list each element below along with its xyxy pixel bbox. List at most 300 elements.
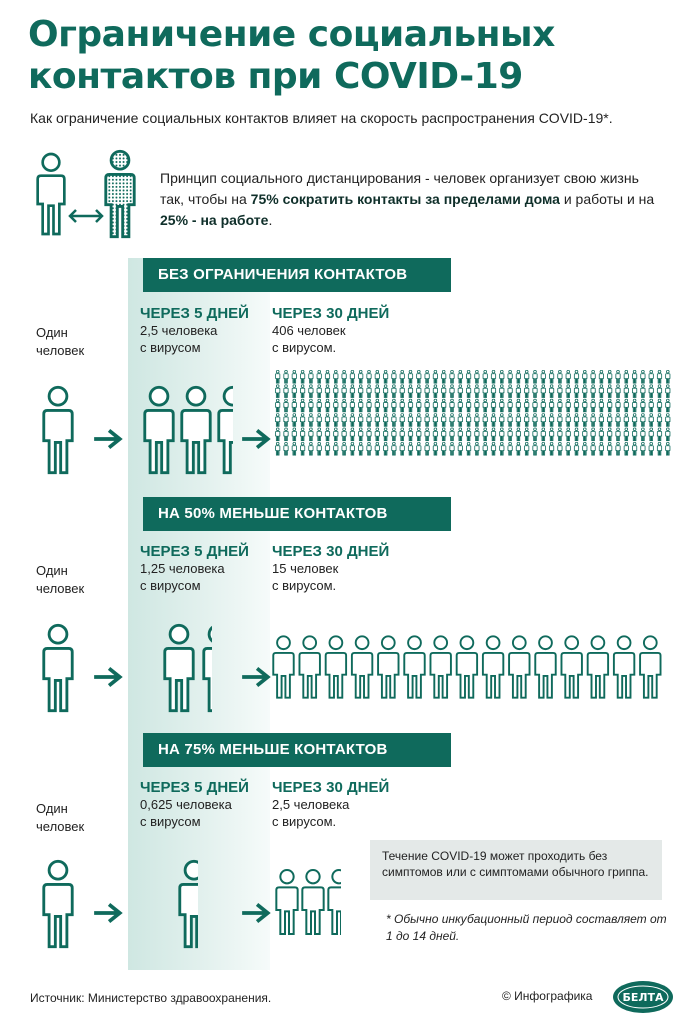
section-3-figures <box>44 861 350 946</box>
crowd-person <box>392 385 396 398</box>
crowd-person <box>425 385 429 398</box>
crowd-person <box>450 385 454 398</box>
crowd-person <box>276 370 280 383</box>
person-icon <box>614 636 634 697</box>
crowd-person <box>475 413 479 426</box>
infected-person-icon <box>106 151 134 236</box>
crowd-person <box>533 428 537 441</box>
crowd-person <box>309 385 313 398</box>
crowd-person <box>475 399 479 412</box>
days30-value-2: с вирусом. <box>272 578 337 593</box>
title-line-2: контактов при COVID-19 <box>28 56 523 97</box>
one-person-line-1: Один <box>36 325 68 340</box>
days5-value: 1,25 человека <box>140 561 225 576</box>
crowd-person <box>657 370 661 383</box>
crowd-person <box>558 370 562 383</box>
person-icon <box>535 636 555 697</box>
crowd-person <box>417 385 421 398</box>
crowd-person <box>433 428 437 441</box>
section-header-no-limit: БЕЗ ОГРАНИЧЕНИЯ КОНТАКТОВ <box>143 258 451 292</box>
crowd-person <box>632 428 636 441</box>
crowd-person <box>284 413 288 426</box>
crowd-person <box>466 428 470 441</box>
crowd-person <box>433 442 437 455</box>
crowd-person <box>491 428 495 441</box>
crowd-person <box>392 413 396 426</box>
crowd-person <box>466 370 470 383</box>
crowd-person <box>491 442 495 455</box>
person-icon <box>483 636 503 697</box>
person-icon <box>273 636 293 697</box>
days5-label: ЧЕРЕЗ 5 ДНЕЙ <box>140 779 249 796</box>
crowd-person <box>616 399 620 412</box>
crowd-person <box>624 385 628 398</box>
person-icon <box>588 636 608 697</box>
crowd-person <box>666 442 670 455</box>
crowd-person <box>583 428 587 441</box>
crowd-person <box>300 399 304 412</box>
crowd-person <box>541 370 545 383</box>
crowd-person <box>450 399 454 412</box>
days30-value: 15 человек <box>272 561 339 576</box>
crowd-person <box>284 428 288 441</box>
crowd-person <box>516 399 520 412</box>
principle-bold-1: 75% сократить контакты за пределами дома <box>250 191 560 207</box>
crowd-person <box>334 399 338 412</box>
crowd-person <box>367 428 371 441</box>
person-icon <box>640 636 660 697</box>
crowd-person <box>433 413 437 426</box>
crowd-person <box>533 442 537 455</box>
person-icon <box>276 870 297 934</box>
crowd-person <box>632 442 636 455</box>
crowd-person <box>408 413 412 426</box>
crowd-person <box>325 370 329 383</box>
section-header-75: НА 75% МЕНЬШЕ КОНТАКТОВ <box>143 733 451 767</box>
crowd-person <box>657 413 661 426</box>
crowd-person <box>450 442 454 455</box>
crowd-person <box>442 370 446 383</box>
crowd-person <box>608 385 612 398</box>
person-icon <box>457 636 477 697</box>
crowd-person <box>359 385 363 398</box>
crowd-person <box>549 442 553 455</box>
crowd-person <box>292 413 296 426</box>
days5-value-2: с вирусом <box>140 340 201 355</box>
crowd-person <box>417 413 421 426</box>
crowd-person <box>624 442 628 455</box>
crowd-person <box>541 413 545 426</box>
crowd-person <box>616 442 620 455</box>
crowd-person <box>425 370 429 383</box>
crowd-person <box>574 428 578 441</box>
arrow-right-icon <box>242 904 268 921</box>
crowd-person <box>666 428 670 441</box>
crowd-person <box>300 385 304 398</box>
crowd-person <box>541 428 545 441</box>
crowd-person <box>334 370 338 383</box>
crowd-person <box>608 428 612 441</box>
crowd-person <box>342 399 346 412</box>
crowd-person <box>657 442 661 455</box>
crowd-person <box>334 428 338 441</box>
crowd-person <box>657 428 661 441</box>
crowd-person <box>383 428 387 441</box>
crowd-person <box>566 428 570 441</box>
crowd-person <box>641 428 645 441</box>
crowd-person <box>300 442 304 455</box>
crowd-person <box>641 413 645 426</box>
copyright-credit: © Инфографика <box>502 989 593 1003</box>
crowd-person <box>516 442 520 455</box>
crowd-person <box>516 428 520 441</box>
one-person-line-1: Один <box>36 801 68 816</box>
arrow-right-icon <box>94 430 120 447</box>
crowd-person <box>342 385 346 398</box>
crowd-person <box>408 385 412 398</box>
crowd-person <box>558 385 562 398</box>
crowd-person <box>599 442 603 455</box>
crowd-person <box>425 413 429 426</box>
partial-person-icon <box>180 861 208 946</box>
crowd-person <box>649 442 653 455</box>
crowd-person <box>566 413 570 426</box>
crowd-person <box>483 385 487 398</box>
crowd-person <box>392 442 396 455</box>
crowd-person <box>359 413 363 426</box>
crowd-person <box>599 413 603 426</box>
person-crowd-icon <box>276 370 670 455</box>
person-icon <box>561 636 581 697</box>
crowd-person <box>450 428 454 441</box>
crowd-person <box>367 413 371 426</box>
crowd-person <box>417 442 421 455</box>
one-person-line-2: человек <box>36 581 85 596</box>
days30-value: 2,5 человека <box>272 797 350 812</box>
crowd-person <box>632 413 636 426</box>
title-line-1: Ограничение социальных <box>28 14 555 55</box>
crowd-person <box>533 370 537 383</box>
crowd-person <box>325 428 329 441</box>
crowd-person <box>350 442 354 455</box>
crowd-person <box>458 385 462 398</box>
crowd-person <box>450 413 454 426</box>
crowd-person <box>433 399 437 412</box>
one-person-line-2: человек <box>36 343 85 358</box>
crowd-person <box>442 442 446 455</box>
crowd-person <box>533 385 537 398</box>
principle-text-1: Принцип социального дистанцирования - человек организует свою жизнь так, чтобы на <box>160 170 639 207</box>
crowd-person <box>475 442 479 455</box>
crowd-person <box>566 442 570 455</box>
footnote: * Обычно инкубационный период составляет от 1 до 14 дней. <box>386 912 667 943</box>
crowd-person <box>624 370 628 383</box>
crowd-person <box>583 442 587 455</box>
crowd-person <box>325 399 329 412</box>
crowd-person <box>649 413 653 426</box>
crowd-person <box>292 428 296 441</box>
crowd-person <box>442 385 446 398</box>
crowd-person <box>400 442 404 455</box>
crowd-person <box>558 399 562 412</box>
person-icon <box>165 625 193 710</box>
crowd-person <box>284 370 288 383</box>
crowd-person <box>367 442 371 455</box>
crowd-person <box>458 370 462 383</box>
days5-label: ЧЕРЕЗ 5 ДНЕЙ <box>140 305 249 322</box>
principle-text-2: и работы и на <box>559 191 655 207</box>
crowd-person <box>383 442 387 455</box>
crowd-person <box>292 385 296 398</box>
double-arrow-icon <box>70 210 102 222</box>
crowd-person <box>624 428 628 441</box>
person-icon <box>509 636 529 697</box>
crowd-person <box>400 370 404 383</box>
crowd-person <box>599 399 603 412</box>
partial-person-icon <box>204 625 232 710</box>
crowd-person <box>276 428 280 441</box>
crowd-person <box>317 385 321 398</box>
arrow-right-icon <box>94 668 120 685</box>
days30-label: ЧЕРЕЗ 30 ДНЕЙ <box>272 543 390 560</box>
crowd-person <box>383 413 387 426</box>
crowd-person <box>599 428 603 441</box>
person-icon <box>378 636 398 697</box>
subtitle: Как ограничение социальных контактов влияет на скорость распространения COVID-19*. <box>30 110 613 126</box>
crowd-person <box>599 370 603 383</box>
crowd-person <box>500 399 504 412</box>
crowd-person <box>541 399 545 412</box>
crowd-person <box>458 428 462 441</box>
crowd-person <box>574 370 578 383</box>
crowd-person <box>566 399 570 412</box>
crowd-person <box>309 442 313 455</box>
crowd-person <box>591 428 595 441</box>
crowd-person <box>491 399 495 412</box>
crowd-person <box>359 399 363 412</box>
crowd-person <box>500 370 504 383</box>
crowd-person <box>500 428 504 441</box>
crowd-person <box>508 428 512 441</box>
crowd-person <box>292 370 296 383</box>
crowd-person <box>466 442 470 455</box>
crowd-person <box>466 399 470 412</box>
crowd-person <box>417 370 421 383</box>
days5-value-2: с вирусом <box>140 578 201 593</box>
crowd-person <box>292 399 296 412</box>
crowd-person <box>475 370 479 383</box>
crowd-person <box>342 413 346 426</box>
crowd-person <box>458 399 462 412</box>
crowd-person <box>383 399 387 412</box>
crowd-person <box>549 413 553 426</box>
crowd-person <box>342 428 346 441</box>
crowd-person <box>525 399 529 412</box>
crowd-person <box>383 385 387 398</box>
person-icon <box>302 870 323 934</box>
distancing-illustration <box>38 151 135 236</box>
crowd-person <box>508 413 512 426</box>
crowd-person <box>367 385 371 398</box>
crowd-person <box>417 399 421 412</box>
crowd-person <box>583 399 587 412</box>
crowd-person <box>566 370 570 383</box>
crowd-person <box>608 413 612 426</box>
crowd-person <box>624 413 628 426</box>
days30-label: ЧЕРЕЗ 30 ДНЕЙ <box>272 779 390 796</box>
person-icon <box>38 154 65 234</box>
crowd-person <box>657 385 661 398</box>
crowd-person <box>466 385 470 398</box>
crowd-person <box>641 370 645 383</box>
crowd-person <box>300 428 304 441</box>
crowd-person <box>350 385 354 398</box>
person-icon <box>326 636 346 697</box>
crowd-person <box>408 370 412 383</box>
crowd-person <box>616 385 620 398</box>
crowd-person <box>533 399 537 412</box>
crowd-person <box>641 385 645 398</box>
crowd-person <box>558 413 562 426</box>
crowd-person <box>483 413 487 426</box>
person-icon <box>299 636 319 697</box>
crowd-person <box>309 428 313 441</box>
crowd-person <box>483 370 487 383</box>
crowd-person <box>425 442 429 455</box>
crowd-person <box>359 442 363 455</box>
crowd-person <box>641 442 645 455</box>
section-header-50: НА 50% МЕНЬШЕ КОНТАКТОВ <box>143 497 451 531</box>
partial-person-icon <box>328 870 349 934</box>
crowd-person <box>309 370 313 383</box>
crowd-person <box>500 413 504 426</box>
source-credit: Источник: Министерство здравоохранения. <box>30 991 272 1005</box>
crowd-person <box>525 442 529 455</box>
crowd-person <box>649 428 653 441</box>
crowd-person <box>541 442 545 455</box>
crowd-person <box>392 370 396 383</box>
crowd-person <box>400 428 404 441</box>
arrow-right-icon <box>242 430 268 447</box>
crowd-person <box>566 385 570 398</box>
crowd-person <box>549 370 553 383</box>
person-icon <box>44 861 72 946</box>
crowd-person <box>317 370 321 383</box>
crowd-person <box>325 442 329 455</box>
section-2-figures <box>44 625 661 710</box>
partial-person-icon <box>219 387 247 472</box>
crowd-person <box>284 442 288 455</box>
crowd-person <box>583 413 587 426</box>
crowd-person <box>466 413 470 426</box>
crowd-person <box>549 399 553 412</box>
crowd-person <box>359 428 363 441</box>
days30-label: ЧЕРЕЗ 30 ДНЕЙ <box>272 305 390 322</box>
arrow-right-icon <box>94 904 120 921</box>
crowd-person <box>375 442 379 455</box>
section-1-figures <box>44 370 670 472</box>
crowd-person <box>591 370 595 383</box>
person-icon <box>352 636 372 697</box>
crowd-person <box>375 370 379 383</box>
crowd-person <box>649 399 653 412</box>
crowd-person <box>525 413 529 426</box>
crowd-person <box>483 428 487 441</box>
crowd-person <box>325 413 329 426</box>
days5-label: ЧЕРЕЗ 5 ДНЕЙ <box>140 543 249 560</box>
crowd-person <box>549 428 553 441</box>
crowd-person <box>491 385 495 398</box>
person-icon <box>404 636 424 697</box>
crowd-person <box>442 413 446 426</box>
crowd-person <box>508 385 512 398</box>
crowd-person <box>516 385 520 398</box>
crowd-person <box>375 385 379 398</box>
crowd-person <box>608 370 612 383</box>
days30-value-2: с вирусом. <box>272 814 337 829</box>
crowd-person <box>599 385 603 398</box>
crowd-person <box>309 413 313 426</box>
crowd-person <box>558 428 562 441</box>
crowd-person <box>375 399 379 412</box>
crowd-person <box>632 370 636 383</box>
crowd-person <box>583 370 587 383</box>
person-icon <box>44 387 72 472</box>
crowd-person <box>292 442 296 455</box>
crowd-person <box>350 370 354 383</box>
crowd-person <box>591 442 595 455</box>
crowd-person <box>400 413 404 426</box>
crowd-person <box>392 428 396 441</box>
person-icon <box>182 387 210 472</box>
crowd-person <box>276 413 280 426</box>
crowd-person <box>483 399 487 412</box>
crowd-person <box>425 399 429 412</box>
crowd-person <box>649 370 653 383</box>
days30-value: 406 человек <box>272 323 346 338</box>
crowd-person <box>666 413 670 426</box>
crowd-person <box>284 399 288 412</box>
crowd-person <box>417 428 421 441</box>
crowd-person <box>375 428 379 441</box>
person-row-15 <box>273 636 660 697</box>
principle-text-3: . <box>268 212 273 228</box>
one-person-line-2: человек <box>36 819 85 834</box>
crowd-person <box>442 399 446 412</box>
crowd-person <box>408 428 412 441</box>
crowd-person <box>342 442 346 455</box>
person-icon <box>44 625 72 710</box>
crowd-person <box>558 442 562 455</box>
crowd-person <box>350 413 354 426</box>
crowd-person <box>359 370 363 383</box>
crowd-person <box>632 399 636 412</box>
crowd-person <box>666 399 670 412</box>
crowd-person <box>549 385 553 398</box>
crowd-person <box>525 370 529 383</box>
crowd-person <box>591 385 595 398</box>
crowd-person <box>657 399 661 412</box>
crowd-person <box>317 399 321 412</box>
symptoms-note: Течение COVID-19 может проходить без симптомов или с симптомами обычного гриппа. <box>370 840 662 900</box>
person-icon <box>145 387 173 472</box>
crowd-person <box>533 413 537 426</box>
days5-value: 0,625 человека <box>140 797 232 812</box>
crowd-person <box>284 385 288 398</box>
crowd-person <box>541 385 545 398</box>
days5-value: 2,5 человека <box>140 323 218 338</box>
crowd-person <box>300 413 304 426</box>
